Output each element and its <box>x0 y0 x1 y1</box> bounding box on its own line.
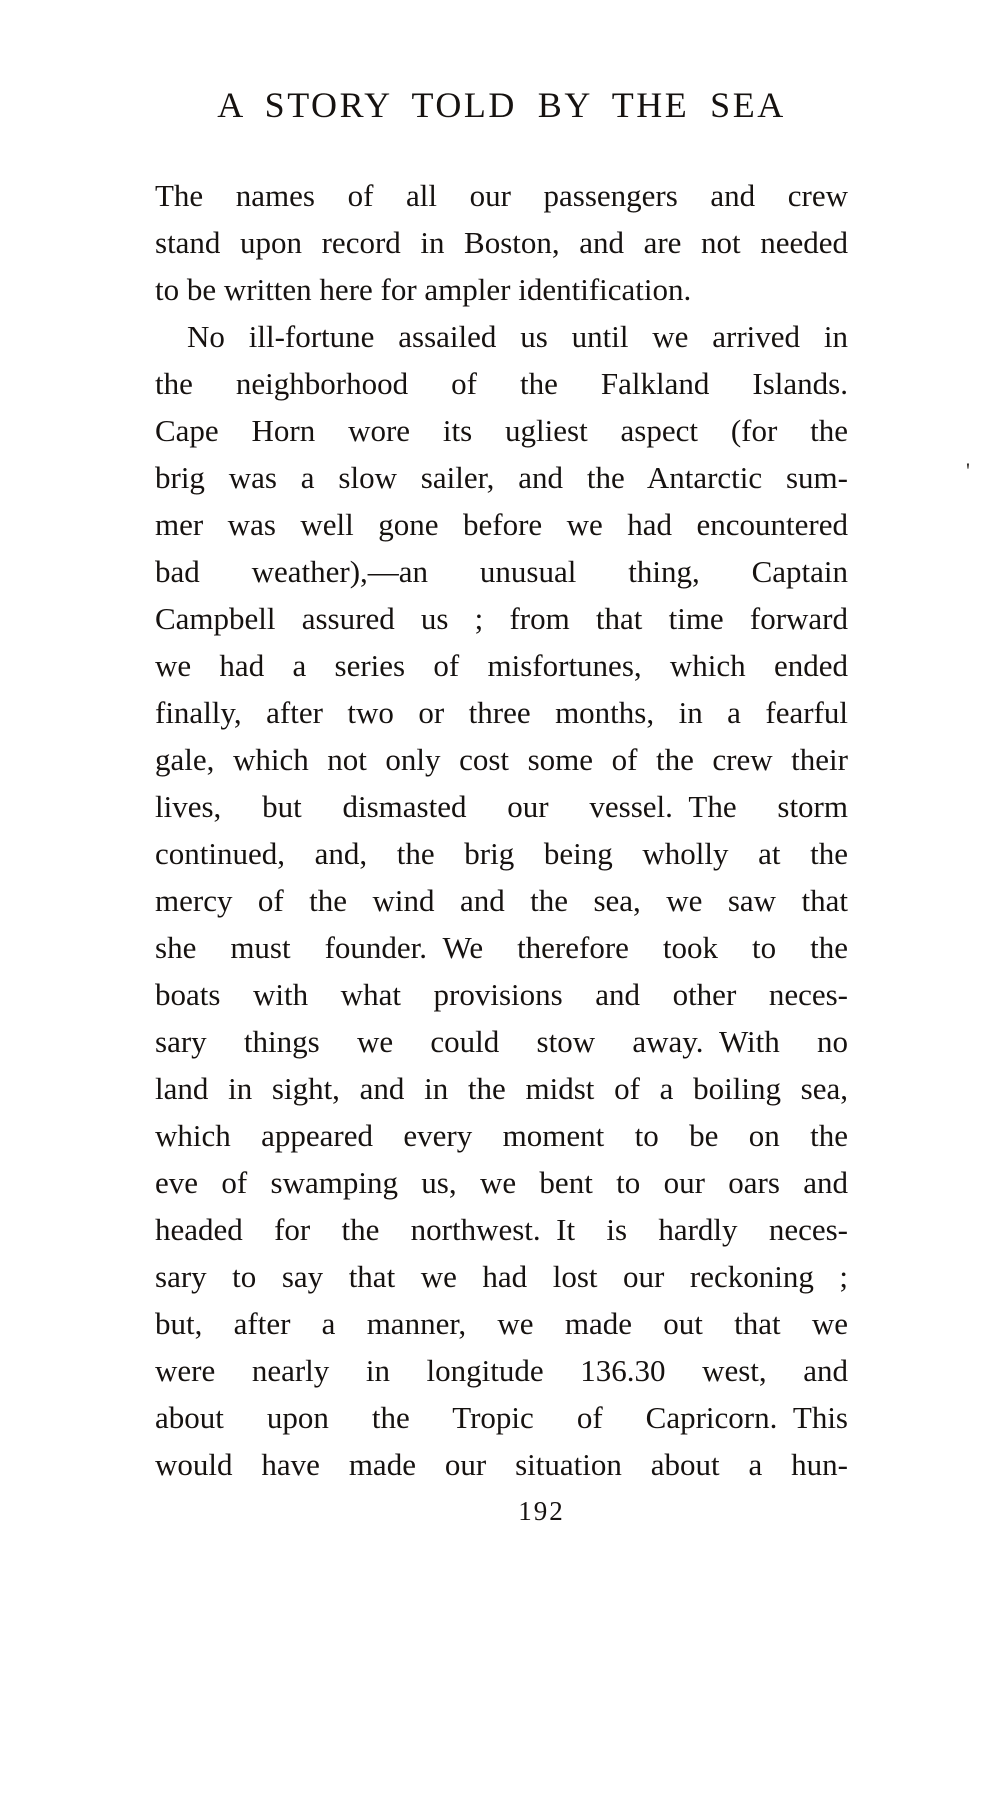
stray-ink-mark: ' <box>966 458 970 483</box>
text-line: The names of all our passengers and crew <box>155 178 848 213</box>
text-line: Cape Horn wore its ugliest aspect (for the <box>155 413 848 448</box>
text-line: headed for the northwest. It is hardly neces- <box>155 1212 848 1247</box>
body-text <box>155 172 848 1488</box>
text-line: bad weather),—an unusual thing, Captain <box>155 554 848 589</box>
text-line: sary to say that we had lost our reckoning ; <box>155 1259 848 1294</box>
text-line: but, after a manner, we made out that we <box>155 1306 848 1341</box>
text-line: about upon the Tropic of Capricorn. This <box>155 1400 848 1435</box>
text-line: land in sight, and in the midst of a boiling sea, <box>155 1071 848 1106</box>
text-line: sary things we could stow away. With no <box>155 1024 848 1059</box>
page-number: 192 <box>518 1496 565 1526</box>
text-line: Campbell assured us ; from that time forward <box>155 601 848 636</box>
text-line: were nearly in longitude 136.30 west, and <box>155 1353 848 1388</box>
text-line: we had a series of misfortunes, which ended <box>155 648 848 683</box>
text-line: boats with what provisions and other neces- <box>155 977 848 1012</box>
text-line: the neighborhood of the Falkland Islands. <box>155 366 848 401</box>
text-line: mercy of the wind and the sea, we saw that <box>155 883 848 918</box>
text-line: stand upon record in Boston, and are not needed <box>155 225 848 260</box>
text-line: brig was a slow sailer, and the Antarctic sum- <box>155 460 848 495</box>
text-line: continued, and, the brig being wholly at the <box>155 836 848 871</box>
text-line: to be written here for ampler identification. <box>155 272 692 307</box>
page-title: A STORY TOLD BY THE SEA <box>217 85 786 125</box>
text-line: mer was well gone before we had encountered <box>155 507 848 542</box>
text-line: which appeared every moment to be on the <box>155 1118 848 1153</box>
text-line: eve of swamping us, we bent to our oars and <box>155 1165 848 1200</box>
text-line: would have made our situation about a hun- <box>155 1447 848 1482</box>
text-line: gale, which not only cost some of the crew their <box>155 742 848 777</box>
text-line: finally, after two or three months, in a fearful <box>155 695 848 730</box>
text-line: No ill-fortune assailed us until we arrived in <box>187 319 848 354</box>
text-line: she must founder. We therefore took to the <box>155 930 848 965</box>
text-line: lives, but dismasted our vessel. The storm <box>155 789 848 824</box>
